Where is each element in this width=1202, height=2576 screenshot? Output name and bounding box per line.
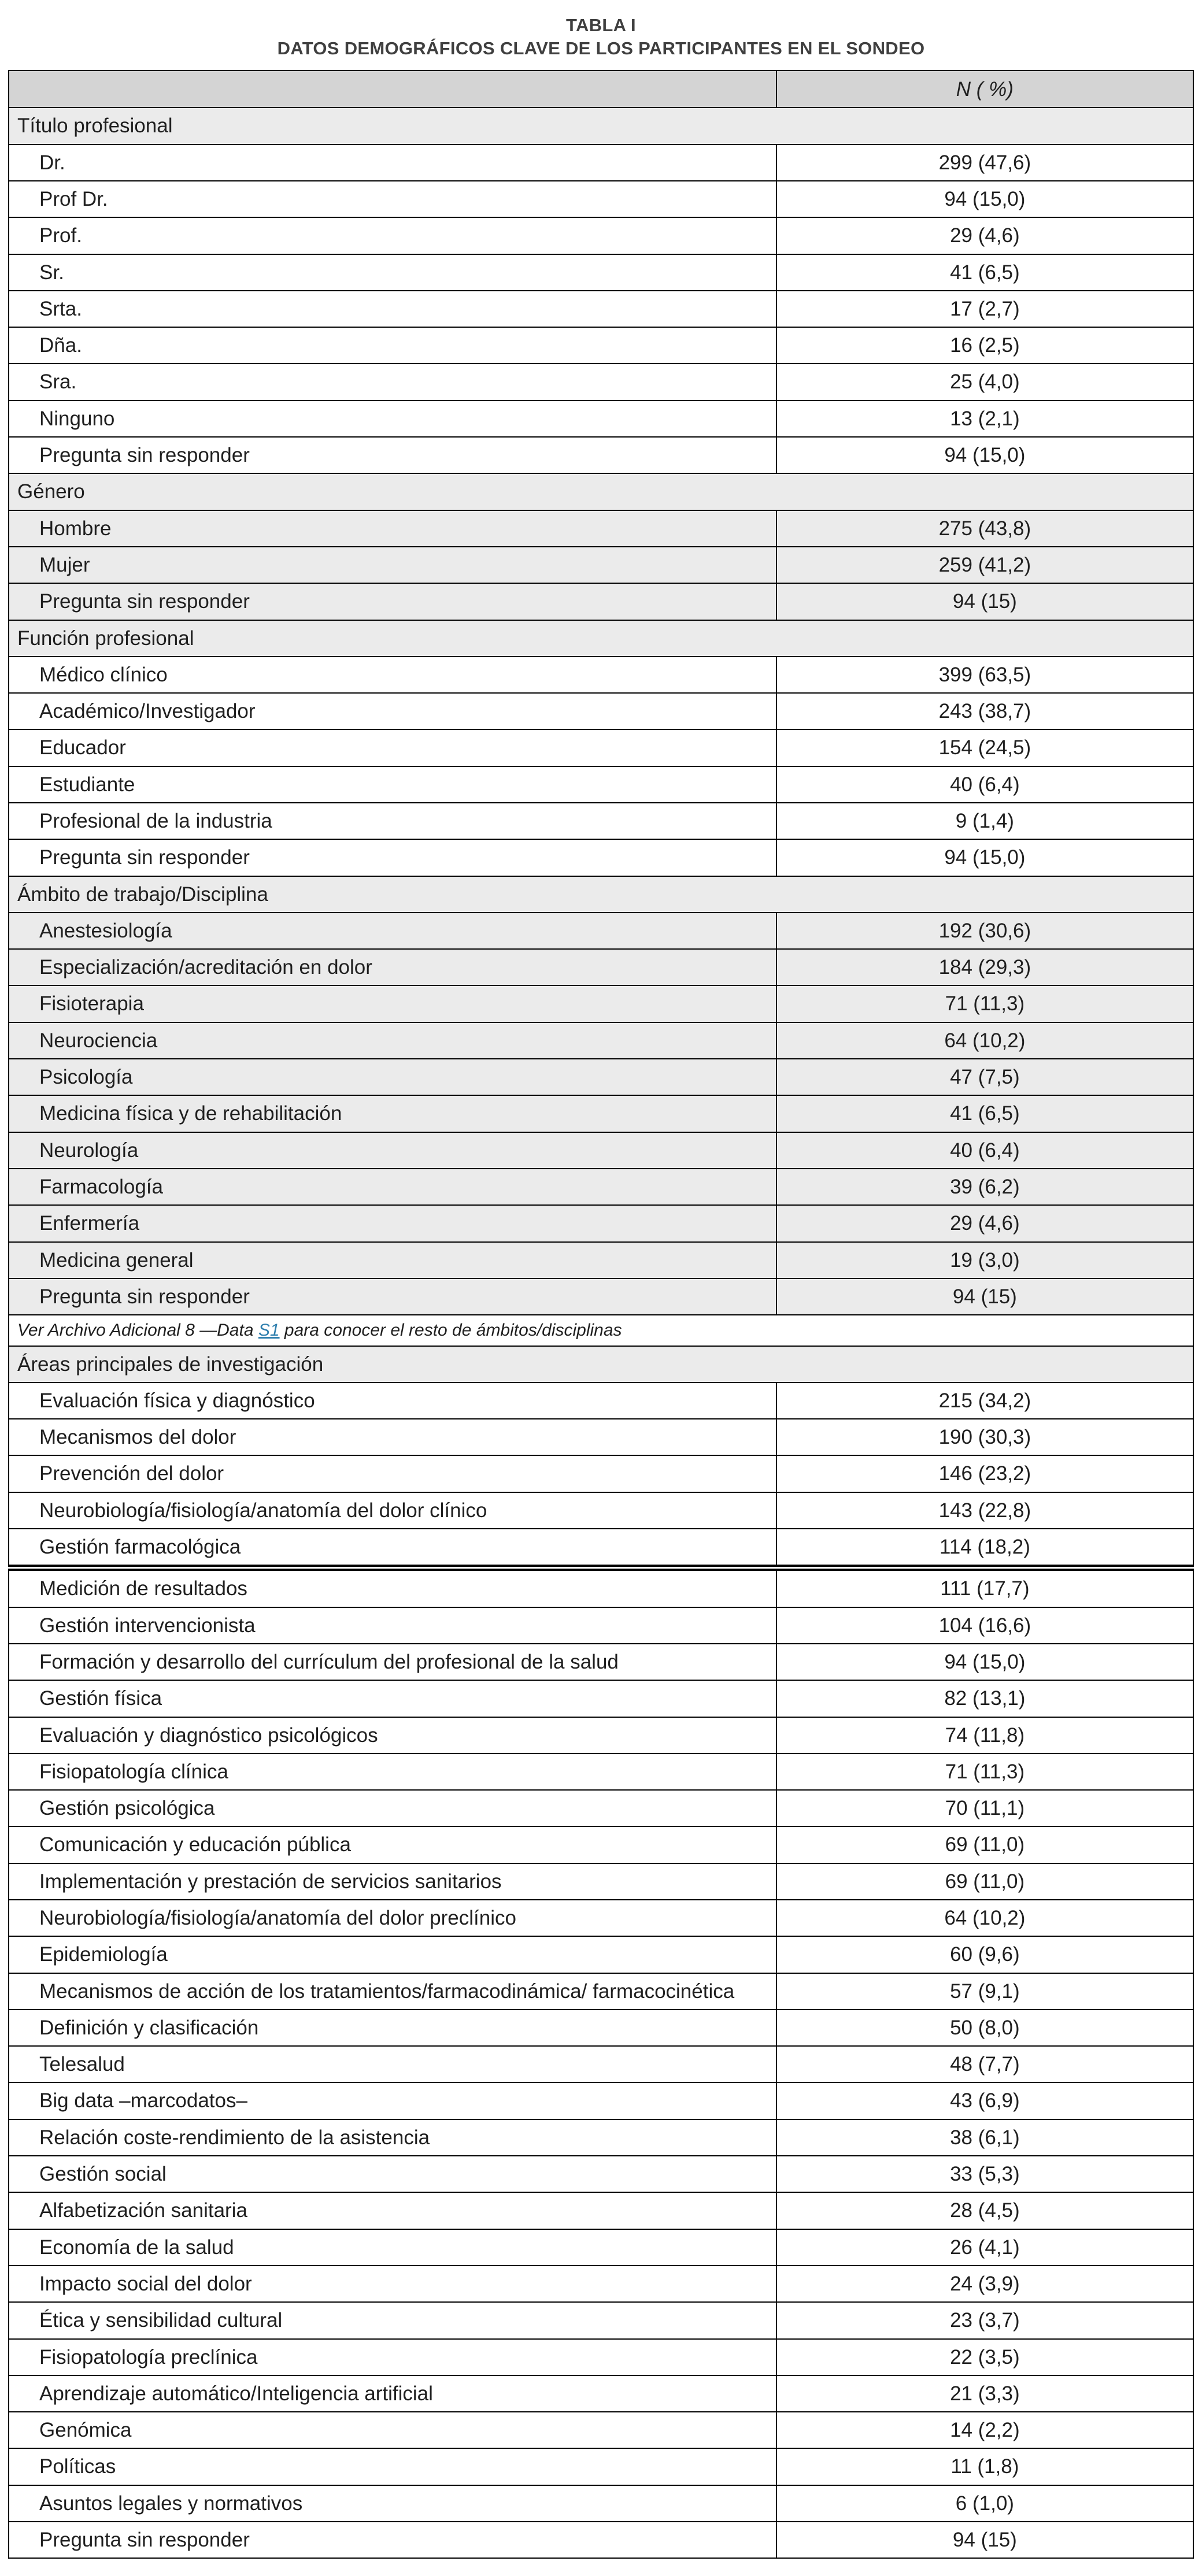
- table-caption: [8, 14, 1194, 60]
- table-row: [9, 1169, 1193, 1205]
- row-label: Dña.: [9, 327, 776, 364]
- row-label: Impacto social del dolor: [9, 2266, 776, 2302]
- table-row: [9, 1278, 1193, 1315]
- row-value: 275 (43,8): [776, 510, 1193, 547]
- row-label: Mujer: [9, 547, 776, 583]
- row-value: 38 (6,1): [776, 2119, 1193, 2156]
- column-header-row: [9, 71, 1193, 108]
- table-row: [9, 1022, 1193, 1059]
- row-label: Comunicación y educación pública: [9, 1826, 776, 1863]
- table-row: [9, 1095, 1193, 1132]
- row-label: Asuntos legales y normativos: [9, 2485, 776, 2522]
- table-row: [9, 437, 1193, 473]
- table-title: DATOS DEMOGRÁFICOS CLAVE DE LOS PARTICIPANTES EN EL SONDEO: [277, 38, 925, 58]
- table-row: [9, 1568, 1193, 1607]
- section-header-row: [9, 108, 1193, 144]
- table-row: [9, 803, 1193, 839]
- row-label: Estudiante: [9, 766, 776, 803]
- table-number: TABLA I: [566, 15, 636, 35]
- row-label: Sra.: [9, 364, 776, 400]
- section-header-label: Título profesional: [9, 108, 1193, 144]
- row-value: 23 (3,7): [776, 2302, 1193, 2338]
- table-row: [9, 2229, 1193, 2266]
- row-label: Profesional de la industria: [9, 803, 776, 839]
- row-value: 94 (15): [776, 583, 1193, 620]
- row-label: Pregunta sin responder: [9, 2522, 776, 2558]
- table-row: [9, 1754, 1193, 1790]
- row-label: Medición de resultados: [9, 1568, 776, 1607]
- row-label: Pregunta sin responder: [9, 1278, 776, 1315]
- table-head: [9, 71, 1193, 108]
- row-label: Farmacología: [9, 1169, 776, 1205]
- row-label: Formación y desarrollo del currículum del profesional de la salud: [9, 1644, 776, 1680]
- row-label: Neurobiología/fisiología/anatomía del dolor preclínico: [9, 1900, 776, 1936]
- row-label: Fisiopatología clínica: [9, 1754, 776, 1790]
- n-percent-header: N ( %): [776, 71, 1193, 108]
- table-row: [9, 2339, 1193, 2375]
- row-label: Prof.: [9, 217, 776, 254]
- row-label: Implementación y prestación de servicios sanitarios: [9, 1863, 776, 1900]
- table-row: [9, 2375, 1193, 2412]
- table-row: [9, 1680, 1193, 1717]
- table-row: [9, 985, 1193, 1022]
- row-value: 94 (15,0): [776, 1644, 1193, 1680]
- row-label: Mecanismos de acción de los tratamientos/farmacodinámica/ farmacocinética: [9, 1973, 776, 2010]
- row-value: 19 (3,0): [776, 1242, 1193, 1278]
- row-value: 41 (6,5): [776, 1095, 1193, 1132]
- table-row: [9, 2119, 1193, 2156]
- section-header-row: [9, 473, 1193, 510]
- section-header-label: Ámbito de trabajo/Disciplina: [9, 876, 1193, 913]
- row-value: 17 (2,7): [776, 291, 1193, 327]
- table-row: [9, 2412, 1193, 2448]
- table-row: [9, 2010, 1193, 2046]
- table-row: [9, 1863, 1193, 1900]
- row-value: 33 (5,3): [776, 2156, 1193, 2192]
- table-row: [9, 913, 1193, 949]
- table-row: [9, 2302, 1193, 2338]
- section-header-label: Áreas principales de investigación: [9, 1346, 1193, 1382]
- section-header-label: Género: [9, 473, 1193, 510]
- row-label: Genómica: [9, 2412, 776, 2448]
- row-value: 399 (63,5): [776, 657, 1193, 693]
- table-row: [9, 2266, 1193, 2302]
- row-value: 29 (4,6): [776, 1205, 1193, 1241]
- row-label: Aprendizaje automático/Inteligencia artificial: [9, 2375, 776, 2412]
- table-row: [9, 2192, 1193, 2229]
- row-value: 41 (6,5): [776, 254, 1193, 291]
- table-row: [9, 547, 1193, 583]
- row-label: Evaluación y diagnóstico psicológicos: [9, 1717, 776, 1754]
- table-row: [9, 583, 1193, 620]
- row-value: 94 (15): [776, 1278, 1193, 1315]
- table-row: [9, 364, 1193, 400]
- row-value: 6 (1,0): [776, 2485, 1193, 2522]
- table-row: [9, 1059, 1193, 1095]
- row-value: 146 (23,2): [776, 1455, 1193, 1492]
- table-row: [9, 839, 1193, 876]
- table-row: [9, 1790, 1193, 1826]
- row-value: 47 (7,5): [776, 1059, 1193, 1095]
- row-value: 16 (2,5): [776, 327, 1193, 364]
- row-label: Relación coste-rendimiento de la asistencia: [9, 2119, 776, 2156]
- row-value: 243 (38,7): [776, 693, 1193, 729]
- section-header-row: [9, 876, 1193, 913]
- row-label: Alfabetización sanitaria: [9, 2192, 776, 2229]
- row-value: 13 (2,1): [776, 401, 1193, 437]
- table-row: [9, 291, 1193, 327]
- row-label: Neurociencia: [9, 1022, 776, 1059]
- table-row: [9, 1132, 1193, 1169]
- table-row: [9, 1455, 1193, 1492]
- row-value: 104 (16,6): [776, 1607, 1193, 1644]
- table-row: [9, 1205, 1193, 1241]
- row-label: Pregunta sin responder: [9, 437, 776, 473]
- table-row: [9, 949, 1193, 985]
- table-note: [9, 1315, 1193, 1346]
- row-value: 24 (3,9): [776, 2266, 1193, 2302]
- row-label: Anestesiología: [9, 913, 776, 949]
- row-label: Gestión física: [9, 1680, 776, 1717]
- row-label: Ética y sensibilidad cultural: [9, 2302, 776, 2338]
- row-value: 69 (11,0): [776, 1826, 1193, 1863]
- table-row: [9, 2448, 1193, 2485]
- row-value: 82 (13,1): [776, 1680, 1193, 1717]
- section-header-row: [9, 1346, 1193, 1382]
- note-text-prefix: Ver Archivo Adicional 8 —Data: [17, 1321, 258, 1340]
- table-row: [9, 766, 1193, 803]
- row-value: 94 (15,0): [776, 839, 1193, 876]
- row-value: 28 (4,5): [776, 2192, 1193, 2229]
- row-value: 299 (47,6): [776, 144, 1193, 181]
- table-row: [9, 2522, 1193, 2558]
- table-row: [9, 2046, 1193, 2082]
- empty-header-cell: [9, 71, 776, 108]
- row-value: 39 (6,2): [776, 1169, 1193, 1205]
- row-value: 40 (6,4): [776, 766, 1193, 803]
- table-row: [9, 1607, 1193, 1644]
- row-value: 48 (7,7): [776, 2046, 1193, 2082]
- row-label: Srta.: [9, 291, 776, 327]
- row-value: 26 (4,1): [776, 2229, 1193, 2266]
- table-row: [9, 1644, 1193, 1680]
- row-label: Neurobiología/fisiología/anatomía del dolor clínico: [9, 1492, 776, 1529]
- table-row: [9, 401, 1193, 437]
- table-row: [9, 693, 1193, 729]
- row-label: Especialización/acreditación en dolor: [9, 949, 776, 985]
- row-label: Políticas: [9, 2448, 776, 2485]
- row-label: Neurología: [9, 1132, 776, 1169]
- table-row: [9, 1717, 1193, 1754]
- row-value: 21 (3,3): [776, 2375, 1193, 2412]
- row-value: 29 (4,6): [776, 217, 1193, 254]
- row-label: Gestión psicológica: [9, 1790, 776, 1826]
- table-row: [9, 1419, 1193, 1455]
- table-row: [9, 2082, 1193, 2119]
- section-header-row: [9, 620, 1193, 657]
- row-label: Sr.: [9, 254, 776, 291]
- row-label: Educador: [9, 729, 776, 766]
- row-value: 154 (24,5): [776, 729, 1193, 766]
- row-label: Pregunta sin responder: [9, 839, 776, 876]
- table-row: [9, 217, 1193, 254]
- row-label: Mecanismos del dolor: [9, 1419, 776, 1455]
- row-label: Definición y clasificación: [9, 2010, 776, 2046]
- row-value: 94 (15,0): [776, 437, 1193, 473]
- table-row: [9, 1382, 1193, 1419]
- table-row: [9, 144, 1193, 181]
- row-label: Gestión social: [9, 2156, 776, 2192]
- row-value: 43 (6,9): [776, 2082, 1193, 2119]
- row-value: 11 (1,8): [776, 2448, 1193, 2485]
- row-label: Dr.: [9, 144, 776, 181]
- row-value: 69 (11,0): [776, 1863, 1193, 1900]
- row-value: 71 (11,3): [776, 985, 1193, 1022]
- row-value: 259 (41,2): [776, 547, 1193, 583]
- row-label: Big data –marcodatos–: [9, 2082, 776, 2119]
- table-row: [9, 1242, 1193, 1278]
- table-row: [9, 729, 1193, 766]
- row-label: Fisiopatología preclínica: [9, 2339, 776, 2375]
- row-label: Enfermería: [9, 1205, 776, 1241]
- data-s1-link[interactable]: S1: [258, 1321, 280, 1340]
- row-label: Prof Dr.: [9, 181, 776, 217]
- row-value: 184 (29,3): [776, 949, 1193, 985]
- row-label: Economía de la salud: [9, 2229, 776, 2266]
- row-value: 9 (1,4): [776, 803, 1193, 839]
- row-label: Ninguno: [9, 401, 776, 437]
- row-label: Evaluación física y diagnóstico: [9, 1382, 776, 1419]
- row-value: 192 (30,6): [776, 913, 1193, 949]
- demographics-table: [8, 70, 1194, 2559]
- row-label: Académico/Investigador: [9, 693, 776, 729]
- row-value: 64 (10,2): [776, 1900, 1193, 1936]
- row-value: 114 (18,2): [776, 1529, 1193, 1568]
- row-label: Médico clínico: [9, 657, 776, 693]
- row-label: Gestión farmacológica: [9, 1529, 776, 1568]
- row-label: Pregunta sin responder: [9, 583, 776, 620]
- table-row: [9, 254, 1193, 291]
- row-value: 215 (34,2): [776, 1382, 1193, 1419]
- table-row: [9, 1936, 1193, 1973]
- row-value: 94 (15): [776, 2522, 1193, 2558]
- row-label: Fisioterapia: [9, 985, 776, 1022]
- table-note-row: [9, 1315, 1193, 1346]
- row-label: Hombre: [9, 510, 776, 547]
- row-value: 40 (6,4): [776, 1132, 1193, 1169]
- table-row: [9, 327, 1193, 364]
- table-row: [9, 1900, 1193, 1936]
- table-row: [9, 1973, 1193, 2010]
- row-value: 190 (30,3): [776, 1419, 1193, 1455]
- table-row: [9, 2156, 1193, 2192]
- note-text-suffix: para conocer el resto de ámbitos/disciplinas: [279, 1321, 622, 1340]
- row-label: Epidemiología: [9, 1936, 776, 1973]
- row-value: 60 (9,6): [776, 1936, 1193, 1973]
- row-label: Gestión intervencionista: [9, 1607, 776, 1644]
- row-label: Medicina general: [9, 1242, 776, 1278]
- row-value: 70 (11,1): [776, 1790, 1193, 1826]
- table-body: [9, 108, 1193, 2558]
- row-value: 71 (11,3): [776, 1754, 1193, 1790]
- table-row: [9, 1492, 1193, 1529]
- row-value: 94 (15,0): [776, 181, 1193, 217]
- row-value: 22 (3,5): [776, 2339, 1193, 2375]
- row-value: 74 (11,8): [776, 1717, 1193, 1754]
- section-header-label: Función profesional: [9, 620, 1193, 657]
- row-value: 14 (2,2): [776, 2412, 1193, 2448]
- table-row: [9, 2485, 1193, 2522]
- table-row: [9, 1529, 1193, 1568]
- row-value: 143 (22,8): [776, 1492, 1193, 1529]
- table-row: [9, 1826, 1193, 1863]
- table-row: [9, 510, 1193, 547]
- table-row: [9, 657, 1193, 693]
- row-value: 50 (8,0): [776, 2010, 1193, 2046]
- row-value: 64 (10,2): [776, 1022, 1193, 1059]
- row-label: Telesalud: [9, 2046, 776, 2082]
- row-value: 25 (4,0): [776, 364, 1193, 400]
- row-label: Prevención del dolor: [9, 1455, 776, 1492]
- row-value: 57 (9,1): [776, 1973, 1193, 2010]
- row-label: Psicología: [9, 1059, 776, 1095]
- table-row: [9, 181, 1193, 217]
- row-label: Medicina física y de rehabilitación: [9, 1095, 776, 1132]
- row-value: 111 (17,7): [776, 1568, 1193, 1607]
